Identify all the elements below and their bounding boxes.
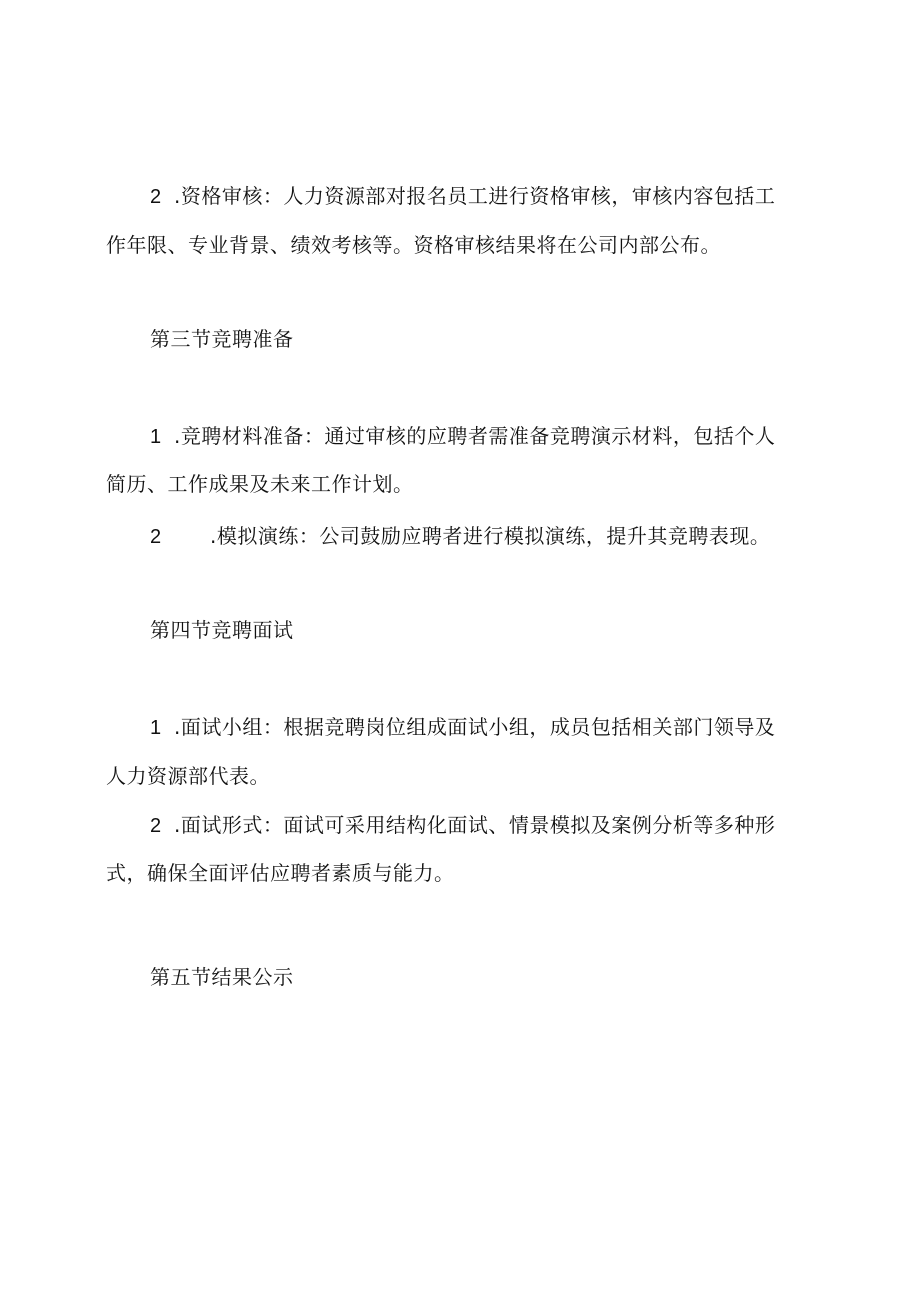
- paragraph-text: .面试小组：根据竞聘岗位组成面试小组，成员包括相关部门领导及: [174, 715, 776, 739]
- paragraph-text: .资格审核：人力资源部对报名员工进行资格审核，审核内容包括工: [174, 184, 776, 208]
- section4-heading: 第四节竞聘面试: [150, 618, 294, 642]
- paragraph-text: .面试形式：面试可采用结构化面试、情景模拟及案例分析等多种形: [174, 813, 776, 837]
- paragraph-materials-line2: 简历、工作成果及未来工作计划。: [106, 472, 414, 496]
- paragraph-format-line1: [150, 813, 775, 838]
- list-number: 2: [150, 815, 162, 837]
- paragraph-text: .模拟演练：公司鼓励应聘者进行模拟演练，提升其竞聘表现。: [210, 524, 771, 548]
- list-number: 2: [150, 526, 162, 548]
- paragraph-rehearsal-line1: [150, 524, 770, 549]
- paragraph-panel-line2: 人力资源部代表。: [106, 764, 270, 788]
- list-number: 2: [150, 186, 162, 208]
- paragraph-format-line2: 式，确保全面评估应聘者素质与能力。: [106, 861, 455, 885]
- paragraph-text: .竞聘材料准备：通过审核的应聘者需准备竞聘演示材料，包括个人: [174, 424, 776, 448]
- paragraph-materials-line1: [150, 424, 775, 449]
- section5-heading: 第五节结果公示: [150, 965, 294, 989]
- paragraph-qualification-line2: 作年限、专业背景、绩效考核等。资格审核结果将在公司内部公布。: [106, 233, 721, 257]
- paragraph-panel-line1: [150, 715, 775, 740]
- list-number: 1: [150, 717, 162, 739]
- paragraph-qualification-line1: [150, 184, 775, 209]
- section3-heading: 第三节竞聘准备: [150, 327, 294, 351]
- list-number: 1: [150, 426, 162, 448]
